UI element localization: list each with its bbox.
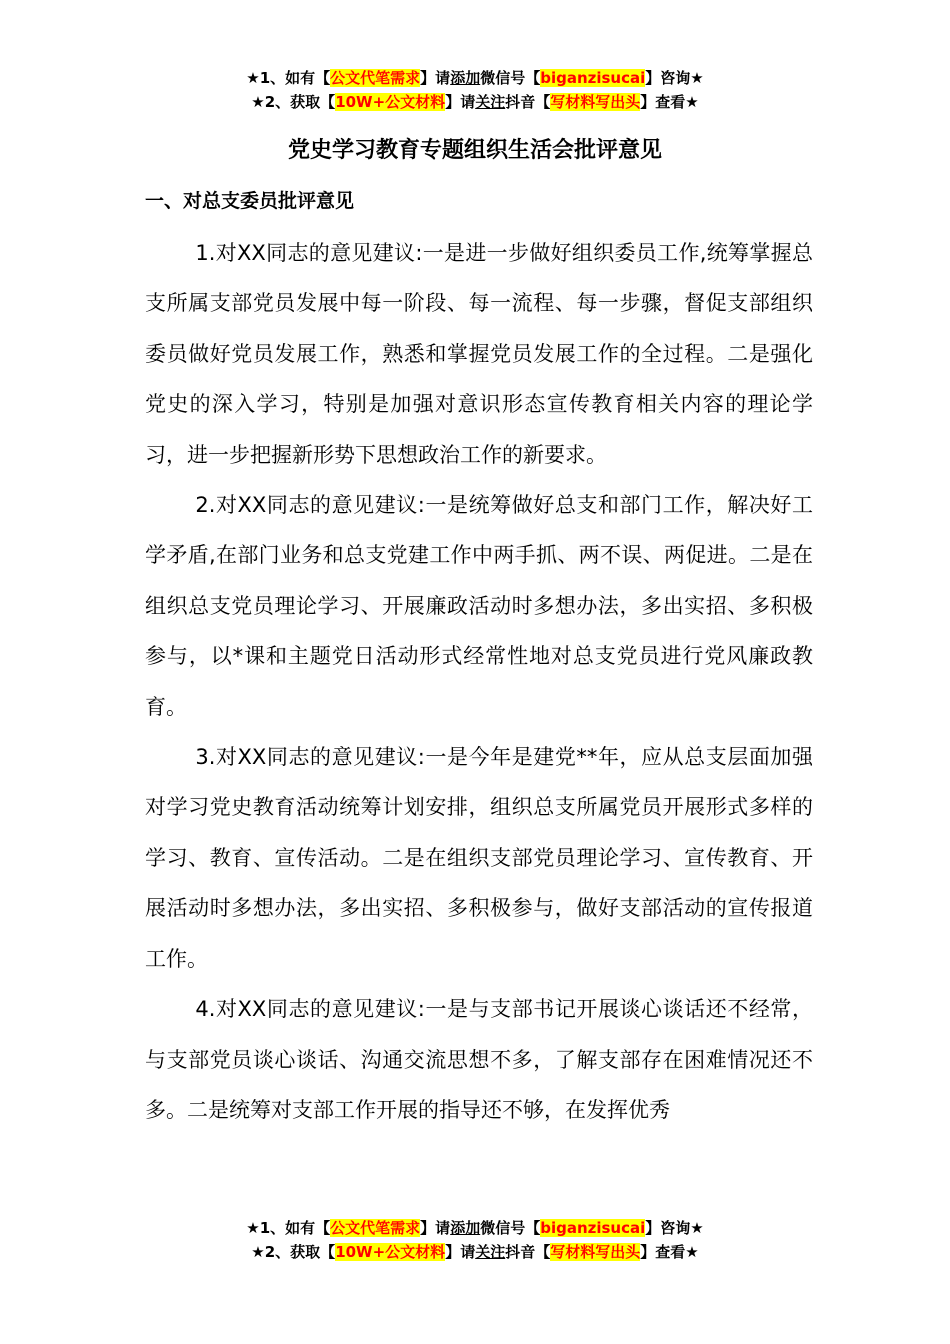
banner-underline: 添加 [450,1219,481,1237]
banner-text: ★2、获取【 [251,93,336,111]
banner-text: 】查看★ [640,93,699,111]
banner-text: 】请 [420,1219,451,1237]
header-banner [0,66,950,114]
paragraph-4: 4.对XX同志的意见建议:一是与支部书记开展谈心谈话还不经常，与支部党员谈心谈话、沟通交流思想不多，了解支部存在困难情况还不多。二是统筹对支部工作开展的指导还不够，在发挥优秀 [145,997,813,1122]
banner-text: ★2、获取【 [251,1243,336,1261]
paragraph-3: 3.对XX同志的意见建议:一是今年是建党**年，应从总支层面加强对学习党史教育活动统筹计划安排，组织总支所属党员开展形式多样的学习、教育、宣传活动。二是在组织支部党员理论学习、宣传教育、开展活动时多想办法，多出实招、多积极参与，做好支部活动的宣传报道工作。 [145,745,813,971]
banner-text: 】请 [445,93,476,111]
section-heading: 一、对总支委员批评意见 [145,190,355,212]
banner-line-1 [0,1216,950,1240]
banner-highlight: 10W+公文材料 [335,1243,446,1261]
document-body [145,228,813,1152]
banner-highlight: 写材料写出头 [550,93,641,111]
banner-text: 抖音【 [505,93,551,111]
banner-text: 抖音【 [505,1243,551,1261]
banner-text: 微信号【 [480,1219,541,1237]
banner-text: 】请 [420,69,451,87]
banner-text: 微信号【 [480,69,541,87]
banner-text: 】咨询★ [645,69,704,87]
banner-highlight: 10W+公文材料 [335,93,446,111]
footer-banner [0,1216,950,1264]
banner-underline: 添加 [450,69,481,87]
banner-highlight: 公文代笔需求 [330,1219,421,1237]
banner-text: 】查看★ [640,1243,699,1261]
document-title: 党史学习教育专题组织生活会批评意见 [287,138,662,163]
banner-underline: 关注 [475,93,506,111]
paragraph-1: 1.对XX同志的意见建议:一是进一步做好组织委员工作,统筹掌握总支所属支部党员发展中每一阶段、每一流程、每一步骤，督促支部组织委员做好党员发展工作，熟悉和掌握党员发展工作的全过程。二是强化党史的深入学习，特别是加强对意识形态宣传教育相关内容的理论学习，进一步把握新形势下思想政治工作的新要求。 [145,241,813,467]
banner-highlight: biganzisucai [540,69,646,87]
banner-highlight: biganzisucai [540,1219,646,1237]
banner-line-2 [0,90,950,114]
banner-underline: 关注 [475,1243,506,1261]
banner-line-1 [0,66,950,90]
banner-text: ★1、如有【 [246,69,331,87]
banner-text: ★1、如有【 [246,1219,331,1237]
paragraph-2: 2.对XX同志的意见建议:一是统筹做好总支和部门工作，解决好工学矛盾,在部门业务和总支党建工作中两手抓、两不误、两促进。二是在组织总支党员理论学习、开展廉政活动时多想办法，多出实招、多积极参与，以*课和主题党日活动形式经常性地对总支党员进行党风廉政教育。 [145,493,813,719]
banner-text: 】咨询★ [645,1219,704,1237]
banner-highlight: 公文代笔需求 [330,69,421,87]
banner-text: 】请 [445,1243,476,1261]
banner-highlight: 写材料写出头 [550,1243,641,1261]
banner-line-2 [0,1240,950,1264]
